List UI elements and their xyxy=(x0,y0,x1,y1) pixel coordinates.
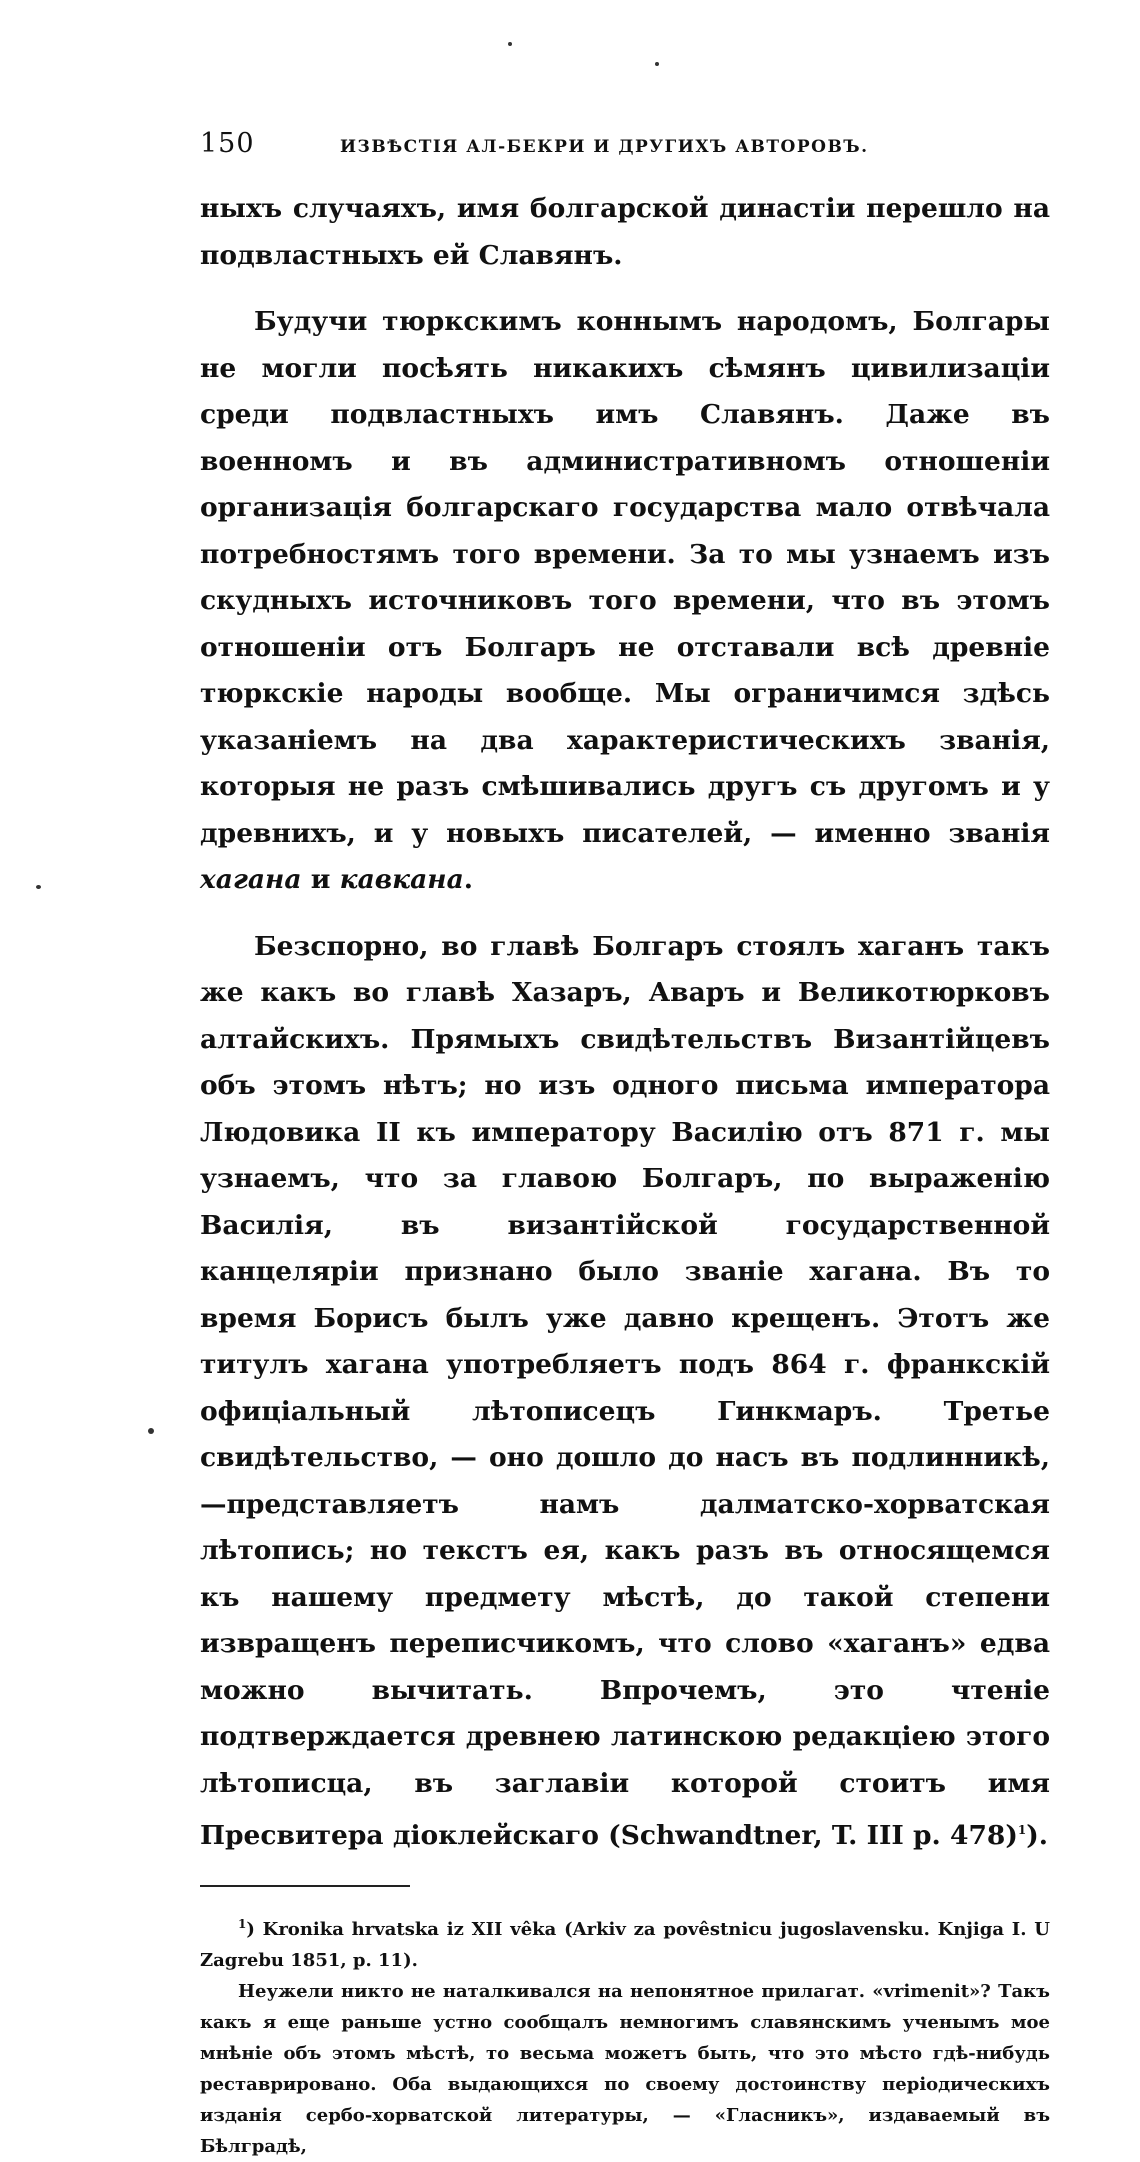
ink-speck xyxy=(655,62,659,66)
paragraph-text: Безспорно, во главѣ Болгаръ стоялъ хаганъ такъ же какъ во главѣ Хазаръ, Аваръ и Великотюрковъ алтайскихъ. Прямыхъ свидѣтельствъ Византійцевъ объ этомъ нѣтъ; но изъ одного письма императора Людовика II къ императору Василію отъ 871 г. мы узнаемъ, что за главою Болгаръ, по выраженію Василія, въ византійской государственной канцеляріи признано было званіе хагана. Въ то время Борисъ былъ уже давно крещенъ. Этотъ же титулъ хагана употребляетъ подъ 864 г. франкскій офиціальный лѣтописецъ Гинкмаръ. Третье свидѣтельство, — оно дошло до насъ въ подлинникѣ,—представляетъ намъ далматско-хорватская лѣтопись; но текстъ ея, какъ разъ въ относящемся къ нашему предмету мѣстѣ, до такой степени извращенъ переписчикомъ, что слово «хаганъ» едва можно вычитать. Впрочемъ, это чтеніе подтверждается древнею латинскою редакціею этого лѣтописца, въ заглавіи которой стоитъ имя Пресвитера діоклейскаго (Schwandtner, T. III p. 478) xyxy=(200,930,1050,1851)
paragraph-end: ). xyxy=(1026,1819,1048,1851)
paragraph: Будучи тюркскимъ коннымъ народомъ, Болгары не могли посѣять никакихъ сѣмянъ цивилизаціи среди подвластныхъ имъ Славянъ. Даже въ военномъ и въ административномъ отношеніи организація болгарскаго государства мало отвѣчала потребностямъ того времени. За то мы узнаемъ изъ скудныхъ источниковъ того времени, что въ этомъ отношеніи отъ Болгаръ не отставали всѣ древніе тюркскіе народы вообще. Мы ограничимся здѣсь указаніемъ на два характеристическихъ званія, которыя не разъ смѣшивались другъ съ другомъ и у древнихъ, и у новыхъ писателей, — именно званія хагана и кавкана. xyxy=(200,306,1050,895)
book-page xyxy=(200,128,1050,2162)
conjunction: и xyxy=(310,864,331,895)
footnote-reference: 1 xyxy=(1017,1823,1027,1837)
footnote xyxy=(200,1909,1050,1976)
footnotes xyxy=(200,1909,1050,2162)
ink-speck xyxy=(148,1428,154,1434)
paragraph-continuation: ныхъ случаяхъ, имя болгарской династіи перешло на подвластныхъ ей Славянъ. xyxy=(200,193,1050,271)
term-khagan: хагана xyxy=(200,864,302,895)
footnote-divider xyxy=(200,1885,410,1887)
ink-speck xyxy=(36,885,41,889)
footnote-marker: 1 xyxy=(238,1917,247,1932)
footnote-text: ) Kronika hrvatska iz XII vêka (Arkiv za povêstnicu jugoslavensku. Knjiga I. U Zagrebu 1851, p. 11). xyxy=(200,1919,1050,1972)
ink-speck xyxy=(508,42,512,46)
page-header xyxy=(200,128,1050,168)
paragraph-text: Будучи тюркскимъ коннымъ народомъ, Болгары не могли посѣять никакихъ сѣмянъ цивилизаціи среди подвластныхъ имъ Славянъ. Даже въ военномъ и въ административномъ отношеніи организація болгарскаго государства мало отвѣчала потребностямъ того времени. За то мы узнаемъ изъ скудныхъ источниковъ того времени, что въ этомъ отношеніи отъ Болгаръ не отставали всѣ древніе тюркскіе народы вообще. Мы ограничимся здѣсь указаніемъ на два характеристическихъ званія, которыя не разъ смѣшивались другъ съ другомъ и у древнихъ, и у новыхъ писателей, — именно званія xyxy=(200,306,1050,849)
footnote-continuation: Неужели никто не наталкивался на непонятное прилагат. «vrimenit»? Такъ какъ я еще раньше устно сообщалъ немногимъ славянскимъ ученымъ мое мнѣніе объ этомъ мѣстѣ, то весьма можетъ быть, что это мѣсто гдѣ-нибудь реставрировано. Оба выдающихся по своему достоинству періодическихъ изданія сербо-хорватской литературы, — «Гласникъ», издаваемый въ Бѣлградѣ, xyxy=(200,1981,1050,2158)
page-number: 150 xyxy=(200,128,255,159)
term-kavkan: кавкана xyxy=(339,864,464,895)
paragraph xyxy=(200,924,1050,1860)
main-text xyxy=(200,186,1050,1859)
running-head: ИЗВѢСТІЯ АЛ-БЕКРИ И ДРУГИХЪ АВТОРОВЪ. xyxy=(340,137,869,157)
